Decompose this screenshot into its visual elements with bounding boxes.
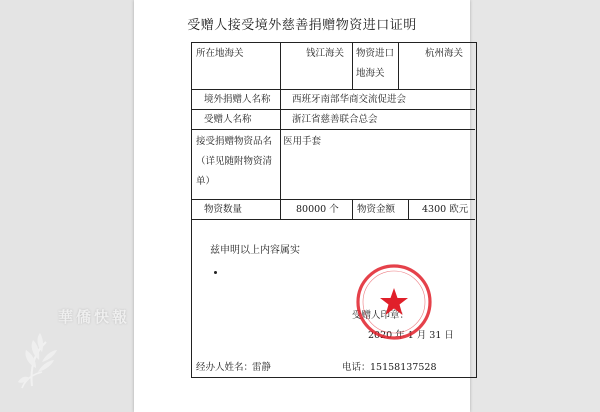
statement-text: 兹申明以上内容属实 [210, 245, 300, 256]
recipient-label: 受赠人名称 [204, 114, 252, 125]
certificate-table [191, 42, 477, 378]
row-divider [192, 199, 475, 200]
phone-value: 15158137528 [370, 362, 437, 373]
document-page [134, 0, 470, 412]
seal-star-icon [380, 288, 408, 315]
quantity-value: 80000 个 [296, 204, 339, 215]
amount-value: 4300 欧元 [422, 204, 469, 215]
customs-label: 所在地海关 [196, 48, 244, 59]
amount-label: 物资金额 [357, 204, 396, 215]
import-customs-label-1: 物资进口 [356, 48, 395, 59]
official-seal-stamp [354, 262, 434, 342]
recipient-value: 浙江省慈善联合总会 [292, 114, 378, 125]
bullet-dot [214, 271, 217, 274]
watermark-text: 華僑快報 [58, 308, 131, 326]
donor-value: 西班牙南部华商交流促进会 [292, 94, 407, 105]
goods-label-line-1: 接受捐赠物资品名 [196, 136, 273, 147]
goods-label-line-2: （详见随附物资清 [196, 156, 273, 167]
row-divider [192, 129, 475, 130]
handler-label: 经办人姓名： [196, 362, 254, 373]
col-divider [398, 43, 399, 89]
col-divider [408, 199, 409, 219]
page-background-right [470, 0, 600, 412]
row-divider [192, 219, 475, 220]
col-divider [280, 43, 281, 219]
handler-name: 雷静 [252, 362, 272, 373]
goods-label-line-3: 单） [196, 176, 216, 187]
col-divider [352, 43, 353, 89]
phone-label: 电话： [342, 362, 371, 373]
col-divider [352, 199, 353, 219]
quantity-label: 物资数量 [204, 204, 243, 215]
import-customs-label-2: 地海关 [356, 68, 385, 79]
goods-value: 医用手套 [283, 136, 322, 147]
recipient-seal-label: 受赠人印章： [352, 310, 410, 321]
sign-date: 2020 年 1 月 31 日 [368, 330, 454, 341]
donor-label: 境外捐赠人名称 [204, 94, 271, 105]
document-title: 受赠人接受境外慈善捐赠物资进口证明 [187, 18, 417, 33]
row-divider [192, 89, 475, 90]
import-customs-value: 杭州海关 [425, 48, 464, 59]
row-divider [192, 109, 475, 110]
customs-value: 钱江海关 [306, 48, 345, 59]
